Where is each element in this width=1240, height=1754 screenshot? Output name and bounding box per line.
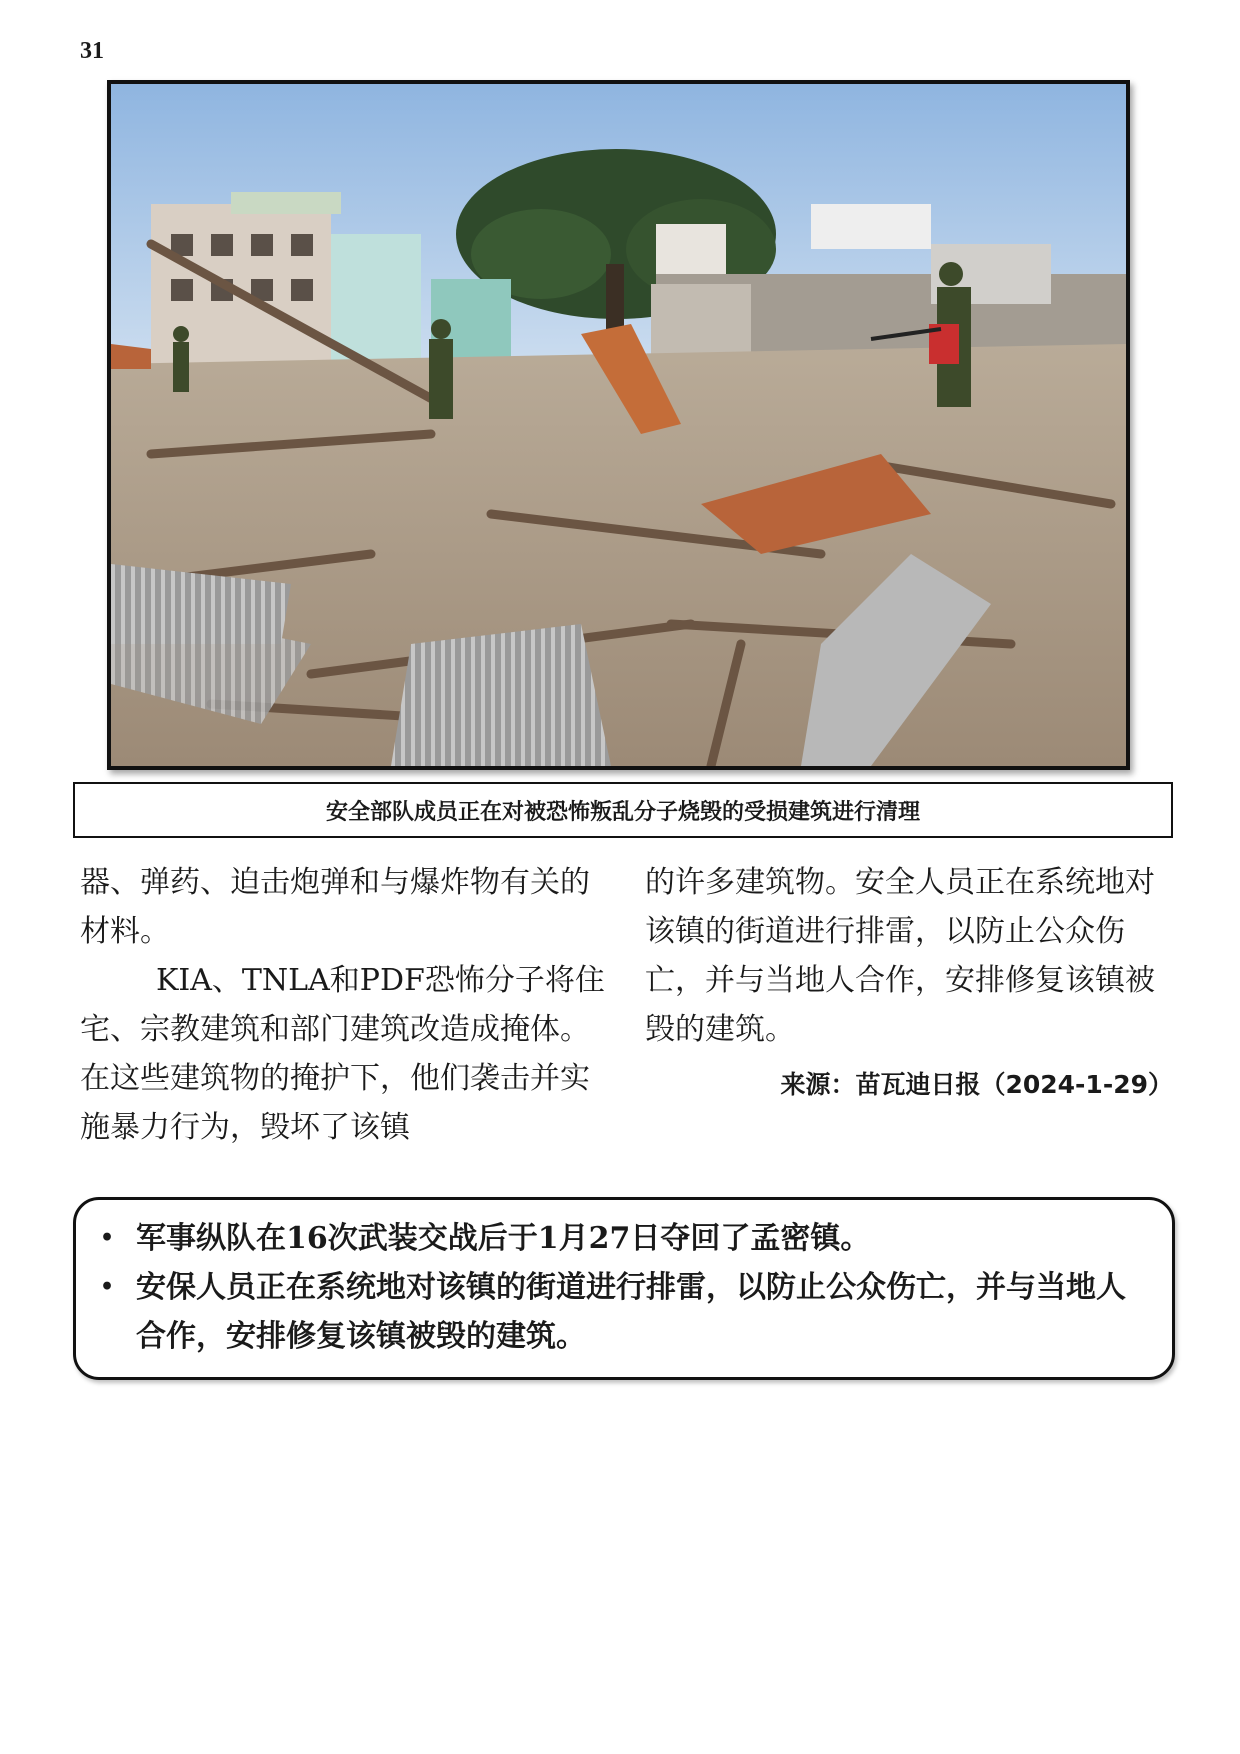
body-column-left: [80, 858, 608, 1152]
body-paragraph: 的许多建筑物。安全人员正在系统地对该镇的街道进行排雷，以防止公众伤亡，并与当地人合作，安排修复该镇被毁的建筑。: [645, 865, 1155, 1047]
source-citation: 来源：苗瓦迪日报（2024-1-29）: [780, 1070, 1173, 1099]
bullet-icon: •: [100, 1274, 115, 1300]
body-paragraph: 器、弹药、迫击炮弹和与爆炸物有关的材料。: [80, 865, 590, 949]
summary-item-text: 安保人员正在系统地对该镇的街道进行排雷，以防止公众伤亡，并与当地人合作，安排修复该镇被毁的建筑。: [136, 1270, 1126, 1354]
body-column-right: [645, 858, 1173, 1109]
news-photo: [107, 80, 1130, 770]
photo-caption: 安全部队成员正在对被恐怖叛乱分子烧毁的受损建筑进行清理: [73, 782, 1173, 838]
summary-box: [73, 1197, 1175, 1380]
body-paragraph: KIA、TNLA和PDF恐怖分子将住宅、宗教建筑和部门建筑改造成掩体。在这些建筑物的掩护下，他们袭击并实施暴力行为，毁坏了该镇: [80, 963, 605, 1145]
summary-item-text: 军事纵队在16次武装交战后于1月27日夺回了孟密镇。: [136, 1221, 871, 1256]
summary-item: [92, 1214, 1152, 1263]
bullet-icon: •: [100, 1225, 115, 1251]
summary-list: [92, 1214, 1152, 1361]
page-number: 31: [80, 38, 104, 64]
summary-item: [92, 1263, 1152, 1361]
photo-of-damaged-town-icon: [111, 84, 1126, 766]
